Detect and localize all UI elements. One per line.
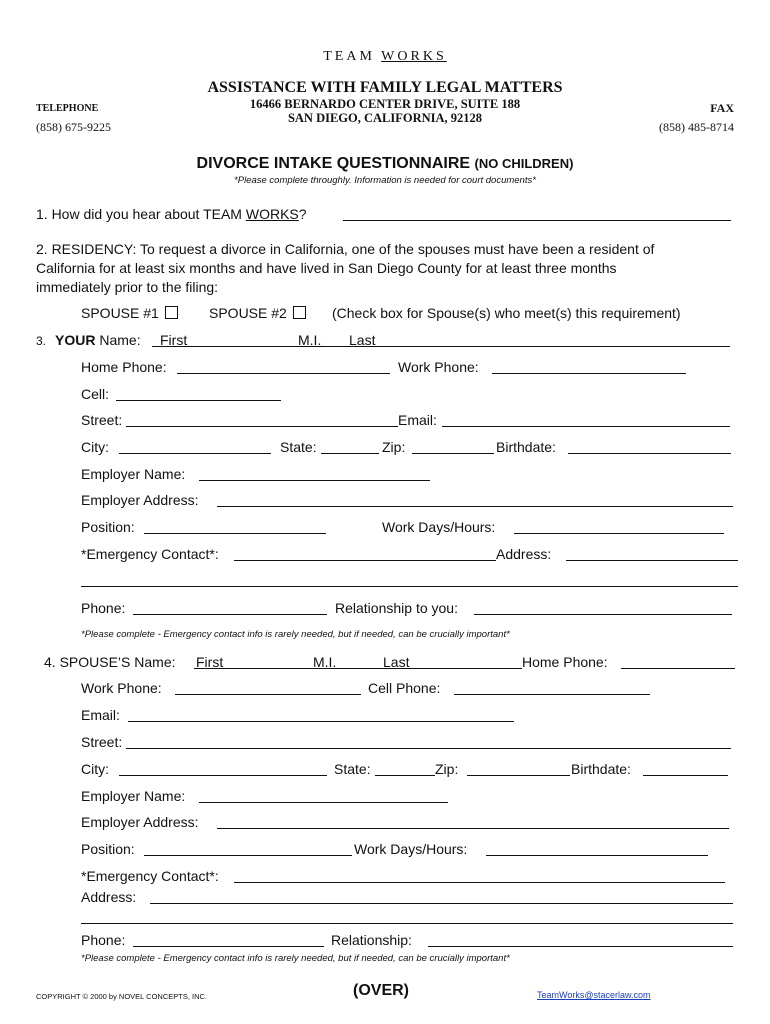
fax-label: FAX [710,101,734,115]
q3-zip-line[interactable] [412,453,494,454]
q4-employer-name-line[interactable] [199,802,448,803]
brand-name [0,49,770,65]
q3-last: Last [349,332,376,348]
form-instructions: *Please complete throughly. Information is needed for court documents* [234,175,536,186]
q4-cell-phone-line[interactable] [454,694,650,695]
q3-home-phone-line[interactable] [177,373,390,374]
q3-number: 3. [36,334,47,348]
q4-employer-name-label: Employer Name: [81,788,186,804]
q3-home-phone-label: Home Phone: [81,359,167,375]
brand-suffix: WORKS [381,49,447,64]
q4-email-line[interactable] [128,721,514,722]
telephone-label: TELEPHONE [36,103,99,114]
address-line-2: SAN DIEGO, CALIFORNIA, 92128 [287,111,483,125]
q3-state-line[interactable] [321,453,379,454]
q4-emergency-note: *Please complete - Emergency contact info is rarely needed, but if needed, can be crucially important* [81,953,510,964]
spouse2-checkbox[interactable] [293,306,306,319]
telephone-value: (858) 675-9225 [36,120,111,134]
q3-address-line[interactable] [566,560,738,561]
q4-phone-line[interactable] [133,946,324,947]
q4-work-phone-line[interactable] [175,694,361,695]
q4-cell-phone-label: Cell Phone: [368,680,441,696]
q3-street-line[interactable] [126,426,398,427]
q4-city-label: City: [81,761,109,777]
q1-works: WORKS [245,206,299,222]
q3-birthdate-label: Birthdate: [496,439,556,455]
q4-address-label: Address: [81,889,137,905]
q3-work-days-line[interactable] [514,533,724,534]
q3-employer-address-line[interactable] [217,506,733,507]
spouse2-option [209,305,306,321]
q3-city-line[interactable] [119,453,271,454]
q4-state-line[interactable] [375,775,435,776]
q4-emergency-label: *Emergency Contact*: [81,868,219,884]
spouse1-label: SPOUSE #1 [81,305,159,321]
q3-work-days-label: Work Days/Hours: [382,519,496,535]
fax-value: (858) 485-8714 [659,120,734,134]
q3-emergency-label: *Emergency Contact*: [81,546,219,562]
q4-position-line[interactable] [144,855,352,856]
over-indicator: (OVER) [353,982,409,999]
brand-prefix: TEAM [323,49,375,64]
q4-birthdate-label: Birthdate: [571,761,631,777]
q1-text: 1. How did you hear about TEAM [36,206,246,222]
q4-birthdate-line[interactable] [643,775,728,776]
q2-line-1: 2. RESIDENCY: To request a divorce in California, one of the spouses must have been a resident of [36,241,655,257]
q1-question [36,206,307,222]
q3-street-label: Street: [81,412,123,428]
q4-zip-line[interactable] [467,775,570,776]
q4-first: First [196,654,224,670]
q3-emergency-note: *Please complete - Emergency contact info is rarely needed, but if needed, can be crucially important* [81,629,510,640]
q3-mi: M.I. [298,332,322,348]
q4-emergency-line[interactable] [234,882,725,883]
q4-home-phone-label: Home Phone: [522,654,608,670]
copyright: COPYRIGHT © 2000 by NOVEL CONCEPTS, INC. [36,992,207,1001]
q3-name-text: Name: [99,332,141,348]
q3-birthdate-line[interactable] [568,453,731,454]
spouse1-checkbox[interactable] [165,306,178,319]
q4-employer-address-line[interactable] [217,828,729,829]
q4-mi: M.I. [313,654,337,670]
q4-home-phone-line[interactable] [621,668,735,669]
q2-line-3: immediately prior to the filing: [36,279,219,295]
q1-qmark: ? [298,206,307,222]
q3-email-line[interactable] [442,426,730,427]
q3-state-label: State: [280,439,317,455]
q3-cell-line[interactable] [116,400,281,401]
form-title-suffix: (NO CHILDREN) [474,156,574,171]
letterhead-subtitle: ASSISTANCE WITH FAMILY LEGAL MATTERS [207,79,563,96]
q4-street-label: Street: [81,734,123,750]
q3-phone-label: Phone: [81,600,126,616]
q4-position-label: Position: [81,841,135,857]
q1-answer-line[interactable] [343,220,731,221]
q4-address-line[interactable] [150,903,733,904]
q3-work-phone-line[interactable] [492,373,686,374]
q3-relationship-line[interactable] [474,614,732,615]
q3-address-line-2[interactable] [81,586,738,587]
q3-employer-name-label: Employer Name: [81,466,186,482]
q4-state-label: State: [334,761,371,777]
q4-city-line[interactable] [119,775,327,776]
spouse2-label: SPOUSE #2 [209,305,287,321]
form-title [0,155,770,173]
q3-first: First [160,332,188,348]
q3-zip-label: Zip: [382,439,406,455]
q3-name-line[interactable] [152,346,730,347]
q4-name-line[interactable] [194,668,522,669]
q3-work-phone-label: Work Phone: [398,359,479,375]
q4-street-line[interactable] [126,748,731,749]
q4-zip-label: Zip: [435,761,459,777]
q3-position-line[interactable] [144,533,326,534]
spouse1-option [81,305,178,321]
q3-phone-line[interactable] [133,614,327,615]
q4-work-phone-label: Work Phone: [81,680,162,696]
q4-phone-label: Phone: [81,932,126,948]
q4-address-line-2[interactable] [81,923,733,924]
address-line-1: 16466 BERNARDO CENTER DRIVE, SUITE 188 [249,97,521,111]
q3-emergency-line[interactable] [234,560,496,561]
q4-work-days-label: Work Days/Hours: [354,841,468,857]
q3-your: YOUR [55,332,96,348]
q3-cell-label: Cell: [81,386,110,402]
form-title-main: DIVORCE INTAKE QUESTIONNAIRE [196,155,471,172]
q4-relationship-label: Relationship: [331,932,412,948]
q3-city-label: City: [81,439,109,455]
q4-name-label: 4. SPOUSE’S Name: [44,654,176,670]
q3-relationship-label: Relationship to you: [335,600,458,616]
q4-last: Last [383,654,410,670]
q4-work-days-line[interactable] [486,855,708,856]
q3-employer-address-label: Employer Address: [81,492,199,508]
q3-name-label [55,332,141,348]
q2-check-note: (Check box for Spouse(s) who meet(s) this requirement) [332,305,681,321]
q4-email-label: Email: [81,707,120,723]
q4-relationship-line[interactable] [428,946,733,947]
q3-position-label: Position: [81,519,135,535]
email-link[interactable]: TeamWorks@stacerlaw.com [537,990,651,1000]
q4-employer-address-label: Employer Address: [81,814,199,830]
q3-employer-name-line[interactable] [199,480,430,481]
q3-email-label: Email: [398,412,437,428]
q3-address-label: Address: [496,546,552,562]
q2-line-2: California for at least six months and have lived in San Diego County for at least three months [36,260,617,276]
